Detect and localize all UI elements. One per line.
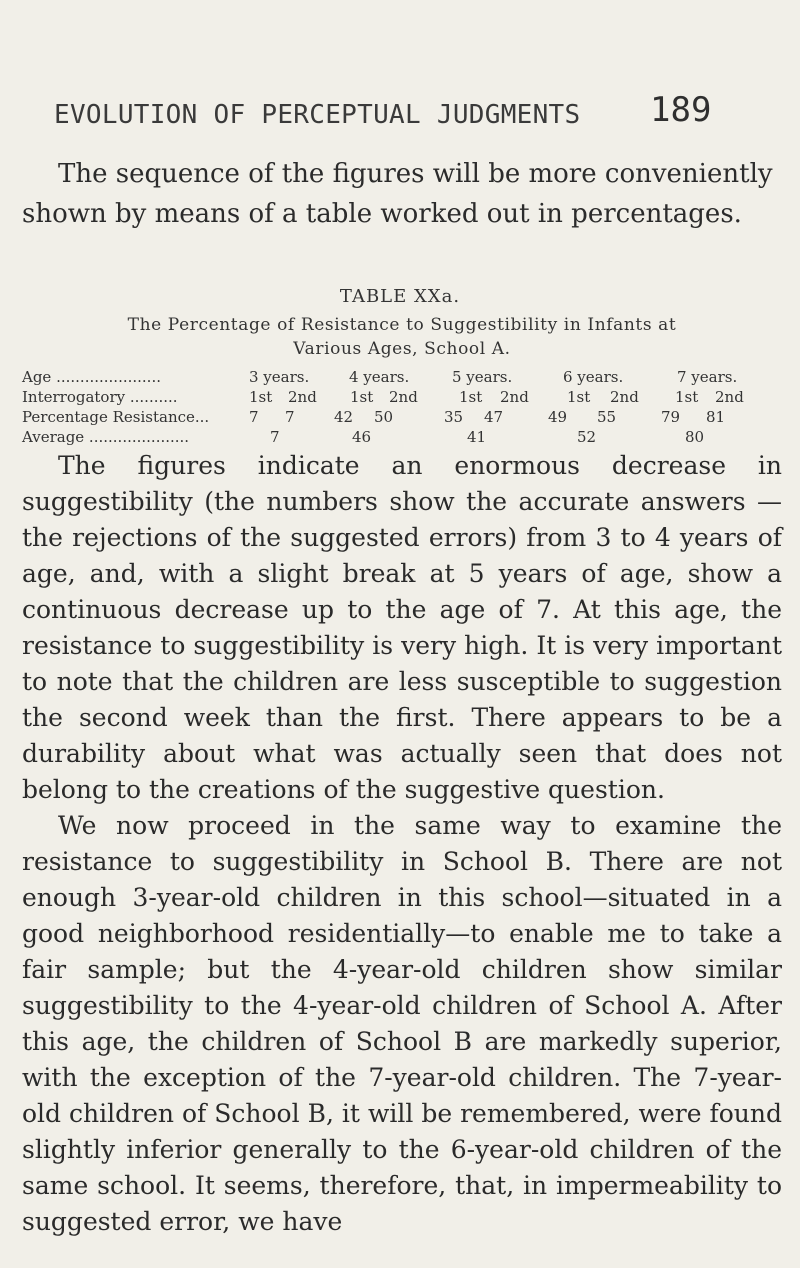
cell-interrogatory-10: 2nd — [715, 388, 744, 406]
table-caption — [22, 313, 782, 361]
paragraph-school-b: We now proceed in the same way to examine the resistance to suggestibility in School B. There are not enough 3-year-old children in this school—situated in a good neighborhood residentially—to enable me to take a fair sample; but the 4-year-old children show similar suggestibility to the 4-year-old children of School A. After this age, the children of School B are markedly superior, with the exception of the 7-year-old children. The 7-year-old children of School B, it will be remembered, were found slightly inferior generally to the 6-year-old children of the same school. It seems, therefore, that, in impermeability to suggested error, we have — [22, 811, 782, 1236]
cell-average-7: 80 — [685, 428, 705, 446]
cell-percentage-8: 55 — [597, 408, 617, 426]
cell-average-4: 46 — [352, 428, 372, 446]
cell-percentage-2: 7 — [285, 408, 295, 426]
row-label-percentage: Percentage Resistance... — [22, 408, 210, 426]
cell-percentage-5: 35 — [444, 408, 464, 426]
body-text — [22, 448, 782, 1240]
cell-age-7: 7 years. — [677, 368, 738, 386]
cell-interrogatory-5: 1st — [459, 388, 483, 406]
row-label-interrogatory: Interrogatory .......... — [22, 388, 178, 406]
table-row-average — [22, 428, 782, 448]
cell-percentage-9: 79 — [661, 408, 681, 426]
cell-percentage-3: 42 — [334, 408, 354, 426]
resistance-table — [22, 368, 782, 448]
cell-age-3: 3 years. — [249, 368, 310, 386]
cell-interrogatory-3: 1st — [350, 388, 374, 406]
cell-age-4: 4 years. — [349, 368, 410, 386]
table-caption-line-2: Various Ages, School A. — [293, 339, 511, 359]
table-row-interrogatory — [22, 388, 782, 408]
cell-percentage-4: 50 — [374, 408, 394, 426]
table-row-age — [22, 368, 782, 388]
table-label: TABLE XXa. — [339, 286, 461, 307]
cell-interrogatory-8: 2nd — [610, 388, 639, 406]
intro-text: The sequence of the figures will be more conveniently shown by means of a table worked out in percentages. — [22, 159, 773, 229]
cell-average-3: 7 — [270, 428, 280, 446]
row-label-average: Average ..................... — [22, 428, 190, 446]
cell-age-5: 5 years. — [452, 368, 513, 386]
table-caption-line-1: The Percentage of Resistance to Suggestibility in Infants at — [127, 315, 677, 335]
cell-percentage-10: 81 — [706, 408, 726, 426]
cell-interrogatory-6: 2nd — [500, 388, 529, 406]
cell-percentage-6: 47 — [484, 408, 504, 426]
cell-average-5: 41 — [467, 428, 487, 446]
row-label-age: Age ...................... — [22, 368, 161, 386]
cell-interrogatory-9: 1st — [675, 388, 699, 406]
cell-interrogatory-7: 1st — [567, 388, 591, 406]
table-row-percentage — [22, 408, 782, 428]
running-head: EVOLUTION OF PERCEPTUAL JUDGMENTS — [54, 100, 581, 130]
page-header — [54, 90, 754, 140]
page-number: 189 — [650, 90, 712, 130]
cell-interrogatory-2: 2nd — [288, 388, 317, 406]
cell-average-6: 52 — [577, 428, 597, 446]
cell-age-6: 6 years. — [563, 368, 624, 386]
cell-percentage-7: 49 — [548, 408, 568, 426]
intro-paragraph — [22, 154, 782, 234]
cell-interrogatory-4: 2nd — [389, 388, 418, 406]
cell-interrogatory-1: 1st — [249, 388, 273, 406]
paragraph-figures: The figures indicate an enormous decrease in suggestibility (the numbers show the accurate answers —the rejections of the suggested errors) from 3 to 4 years of age, and, with a slight break at 5 years of age, show a continuous decrease up to the age of 7. At this age, the resistance to suggestibility is very high. It is very important to note that the children are less susceptible to suggestion the second week than the first. There appears to be a durability about what was actually seen that does not belong to the creations of the suggestive question. — [22, 451, 782, 804]
cell-percentage-1: 7 — [249, 408, 259, 426]
